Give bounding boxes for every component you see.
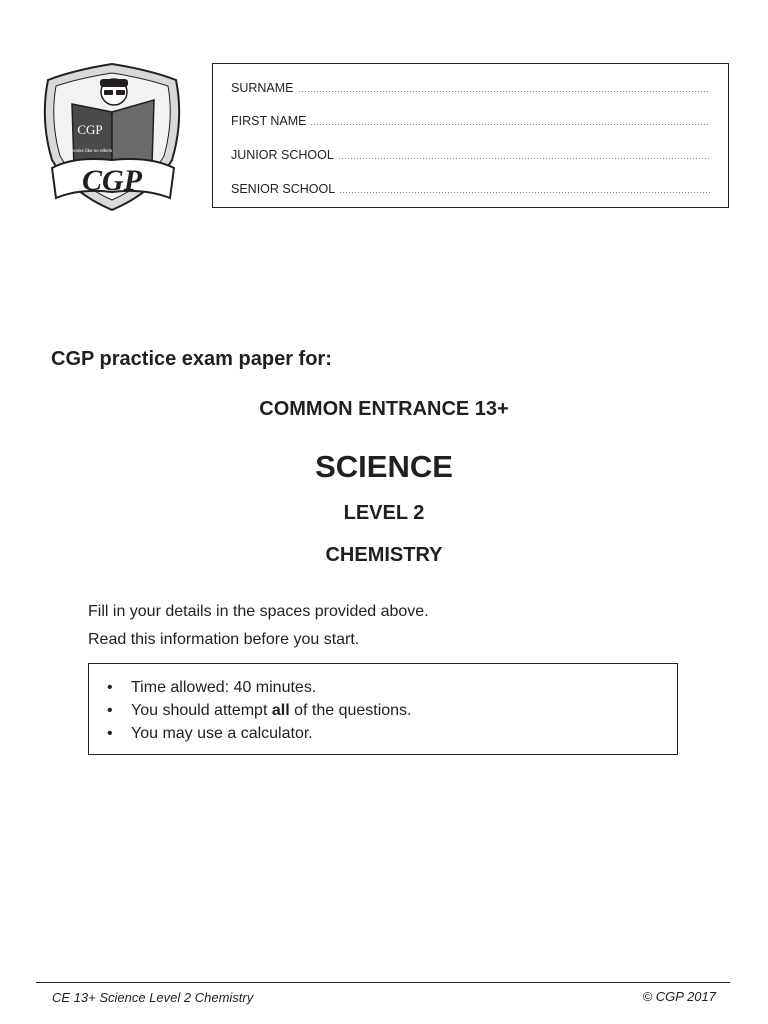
intro-heading: CGP practice exam paper for:	[51, 348, 332, 370]
senior-school-dotted-line	[339, 192, 710, 193]
junior-school-field[interactable]	[231, 146, 710, 162]
logo-book-text: CGP	[77, 122, 103, 137]
surname-label: SURNAME	[231, 81, 294, 95]
level-title: LEVEL 2	[343, 502, 425, 524]
info-bullet-time	[107, 676, 677, 699]
footer-copyright: © CGP 2017	[642, 989, 716, 1004]
logo-tagline: books like no others	[71, 149, 113, 154]
topic-title: CHEMISTRY	[325, 544, 443, 566]
subject-title: SCIENCE	[315, 449, 453, 484]
senior-school-field[interactable]	[231, 180, 710, 196]
junior-school-label: JUNIOR SCHOOL	[231, 148, 334, 162]
instruction-read-info: Read this information before you start.	[88, 631, 360, 648]
first-name-label: FIRST NAME	[231, 114, 307, 128]
emphasis-all: all	[271, 702, 290, 719]
footer-paper-title: CE 13+ Science Level 2 Chemistry	[52, 990, 254, 1005]
information-box	[88, 663, 678, 755]
instruction-fill-details: Fill in your details in the spaces provided above.	[88, 603, 429, 620]
bullet-marker: •	[107, 679, 113, 696]
footer-divider	[36, 982, 730, 983]
surname-dotted-line	[298, 91, 710, 92]
exam-title: COMMON ENTRANCE 13+	[259, 398, 509, 420]
info-bullet-attempt	[107, 699, 677, 722]
info-text-calculator: You may use a calculator.	[131, 725, 313, 742]
student-details-box	[212, 63, 729, 208]
bullet-marker: •	[107, 725, 113, 742]
junior-school-dotted-line	[338, 158, 710, 159]
first-name-field[interactable]	[231, 112, 710, 128]
surname-field[interactable]	[231, 79, 710, 95]
first-name-dotted-line	[310, 124, 710, 125]
logo-text: CGP	[82, 164, 142, 197]
cgp-logo	[34, 60, 190, 214]
senior-school-label: SENIOR SCHOOL	[231, 182, 336, 196]
bullet-marker: •	[107, 702, 113, 719]
info-text-time: Time allowed: 40 minutes.	[131, 679, 317, 696]
info-text-attempt: You should attempt all of the questions.	[131, 702, 412, 719]
info-bullet-calculator	[107, 722, 677, 745]
